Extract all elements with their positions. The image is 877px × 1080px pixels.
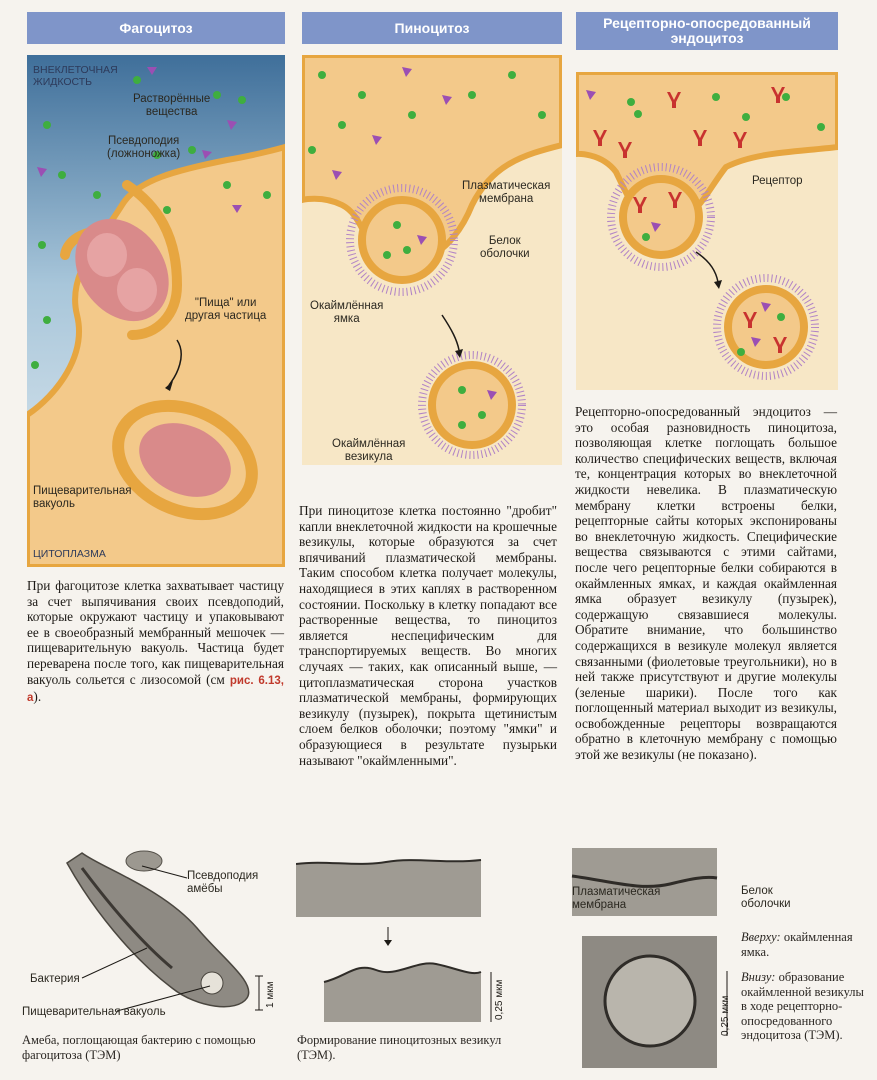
label-amoeba-pseudopod xyxy=(187,870,258,896)
label-dissolved-1: Растворённые xyxy=(133,93,211,105)
rme-top-caption-label: Вверху: xyxy=(741,930,781,944)
label-dissolved-substances xyxy=(133,93,210,119)
label-digestive-vacuole xyxy=(33,485,131,511)
label-vesicle-1: Окаймлённая xyxy=(332,438,406,450)
pino-scale-label: 0,25 мкм xyxy=(494,979,505,1020)
label-plasma-membrane-1: Плазматическая xyxy=(462,180,551,192)
header-phagocytosis-text: Фагоцитоз xyxy=(119,19,193,36)
label-dissolved-2: вещества xyxy=(145,105,198,118)
amoeba-tem-figure xyxy=(22,848,282,1028)
phagocytosis-text xyxy=(27,578,284,707)
label-coat-protein xyxy=(480,235,530,261)
rme-tem-figure xyxy=(570,846,740,1076)
rme-bottom-caption-label: Внизу: xyxy=(741,970,776,984)
receptor-endocytosis-text: Рецепторно-опосредованный эндоцитоз — это особая разновидность пиноцитоза, позволяющая клетке поглощать большое количество специфических веществ, включая те, концентрация которых во внеклеточной жидкости невелика. В плазматическую мембрану клетки встроены белки, рецепторные сайты которых экспонированы во внеклеточную жидкость. Специфические вещества связываются с этими сайтами, после чего рецепторные белки собираются в окаймленных ямках, и каждая окаймленная ямка образует везикулу (пузырек), содержащую связавшиеся молекулы. Обратите внимание, что большинство содержащихся в везикуле молекул является связанными (фиолетовые треугольники), но в ней также присутствуют и другие молекулы (зеленые шарики). После того как поглощенный материал выходит из везикулы, освобожденные рецепторы возвращаются обратно в клеточную мембрану с помощью этой же везикулы (не показано). xyxy=(575,404,837,763)
rme-bottom-caption xyxy=(741,970,871,1043)
label-food-particle xyxy=(185,297,266,323)
phagocytosis-text-end: ). xyxy=(33,689,42,705)
label-extracellular-1: ВНЕКЛЕТОЧНАЯ xyxy=(33,64,118,76)
label-rme-membrane-1: Плазматическая xyxy=(572,886,661,898)
phagocytosis-diagram xyxy=(27,55,285,567)
amoeba-scale-label: 1 мкм xyxy=(265,981,276,1008)
label-pseudopodium xyxy=(107,135,180,161)
label-food-2: другая частица xyxy=(185,309,267,322)
label-extracellular-2: ЖИДКОСТЬ xyxy=(33,75,93,88)
amoeba-caption: Амеба, поглощающая бактерию с помощью фагоцитоза (ТЭМ) xyxy=(22,1033,256,1062)
label-vacuole-1: Пищеварительная xyxy=(33,485,132,497)
rme-bottom-caption-text: образование окаймленной везикулы в ходе рецепторно-опосредованного эндоцитоза (ТЭМ). xyxy=(741,970,864,1042)
rme-scale-label: 0,25 мкм xyxy=(720,995,731,1036)
label-rme-membrane-2: мембрана xyxy=(572,898,627,911)
label-pseudopodium-2: (ложноножка) xyxy=(107,147,181,160)
label-vacuole-2: вакуоль xyxy=(33,497,75,510)
header-phagocytosis xyxy=(27,12,285,44)
label-rme-coat-1: Белок xyxy=(741,885,773,897)
label-amoeba-pseudopod-2: амёбы xyxy=(187,882,223,895)
label-amoeba-vacuole: Пищеварительная вакуоль xyxy=(22,1006,166,1018)
pinocytosis-tem-micrographs xyxy=(296,852,511,1027)
label-plasma-membrane-2: мембрана xyxy=(479,192,534,205)
phagocytosis-text-body: При фагоцитозе клетка захватывает частицу за счет выпячивания своих псевдоподий, которые окружают частицу и упаковывают ее в своеобразный мембранный мешочек — пищеварительную вакуоль. Частица будет переварена после того, как пищеварительная вакуоль сольется с лизосомой (см xyxy=(27,578,284,687)
label-rme-coat xyxy=(741,885,791,911)
label-food-1: "Пища" или xyxy=(194,297,257,309)
label-cytoplasm: ЦИТОПЛАЗМА xyxy=(33,548,106,560)
pinocytosis-tem-figure xyxy=(296,852,511,1027)
label-rme-coat-2: оболочки xyxy=(741,897,791,910)
pinocytosis-diagram xyxy=(302,55,562,465)
label-coat-2: оболочки xyxy=(480,247,530,260)
receptor-endocytosis-illustration xyxy=(576,72,838,390)
label-vesicle-2: везикула xyxy=(344,450,393,463)
label-coated-vesicle xyxy=(332,438,405,464)
rme-top-caption-text: окаймленная ямка. xyxy=(741,930,853,959)
pinocytosis-text: При пиноцитозе клетка постоянно "дробит" капли внеклеточной жидкости на крошечные везикулы, которые образуются за счет впячиваний плазматической мембраны. Таким способом клетка получает молекулы, находящиеся в этих каплях в растворенном состоянии. Поскольку в клетку попадают все растворенные вещества, то пиноцитоз является неспецифическим для транспортируемых веществ. Во многих случаях — таких, как описанный выше, — цитоплазматическая сторона участков плазматической мембраны, формирующих везикулу (пузырек), покрыта щетинистым слоем белков оболочки; поэтому "ямки" и образующиеся в результате пузырьки называют "окаймленными". xyxy=(299,503,557,768)
label-pit-1: Окаймлённая xyxy=(310,300,384,312)
label-pit-2: ямка xyxy=(333,312,360,325)
figure-reference-link[interactable]: рис. 6.13, а xyxy=(27,674,284,705)
label-rme-membrane xyxy=(572,886,660,912)
header-receptor-line2: эндоцитоз xyxy=(670,30,744,46)
label-bacterium: Бактерия xyxy=(30,973,80,985)
receptor-endocytosis-diagram xyxy=(576,72,838,390)
label-plasma-membrane xyxy=(462,180,550,206)
label-amoeba-pseudopod-1: Псевдоподия xyxy=(187,870,259,882)
label-coat-1: Белок xyxy=(488,235,521,247)
header-receptor-line1: Рецепторно-опосредованный xyxy=(603,15,811,32)
header-pinocytosis-text: Пиноцитоз xyxy=(394,19,470,36)
label-extracellular-fluid xyxy=(33,65,118,89)
header-pinocytosis xyxy=(302,12,562,44)
rme-tem-micrographs xyxy=(570,846,740,1076)
header-receptor-endocytosis xyxy=(576,12,838,50)
rme-top-caption xyxy=(741,930,871,959)
label-receptor: Рецептор xyxy=(752,175,803,187)
label-pseudopodium-1: Псевдоподия xyxy=(107,135,180,147)
pinocytosis-caption: Формирование пиноцитозных везикул (ТЭМ). xyxy=(297,1033,502,1062)
label-coated-pit xyxy=(310,300,383,326)
